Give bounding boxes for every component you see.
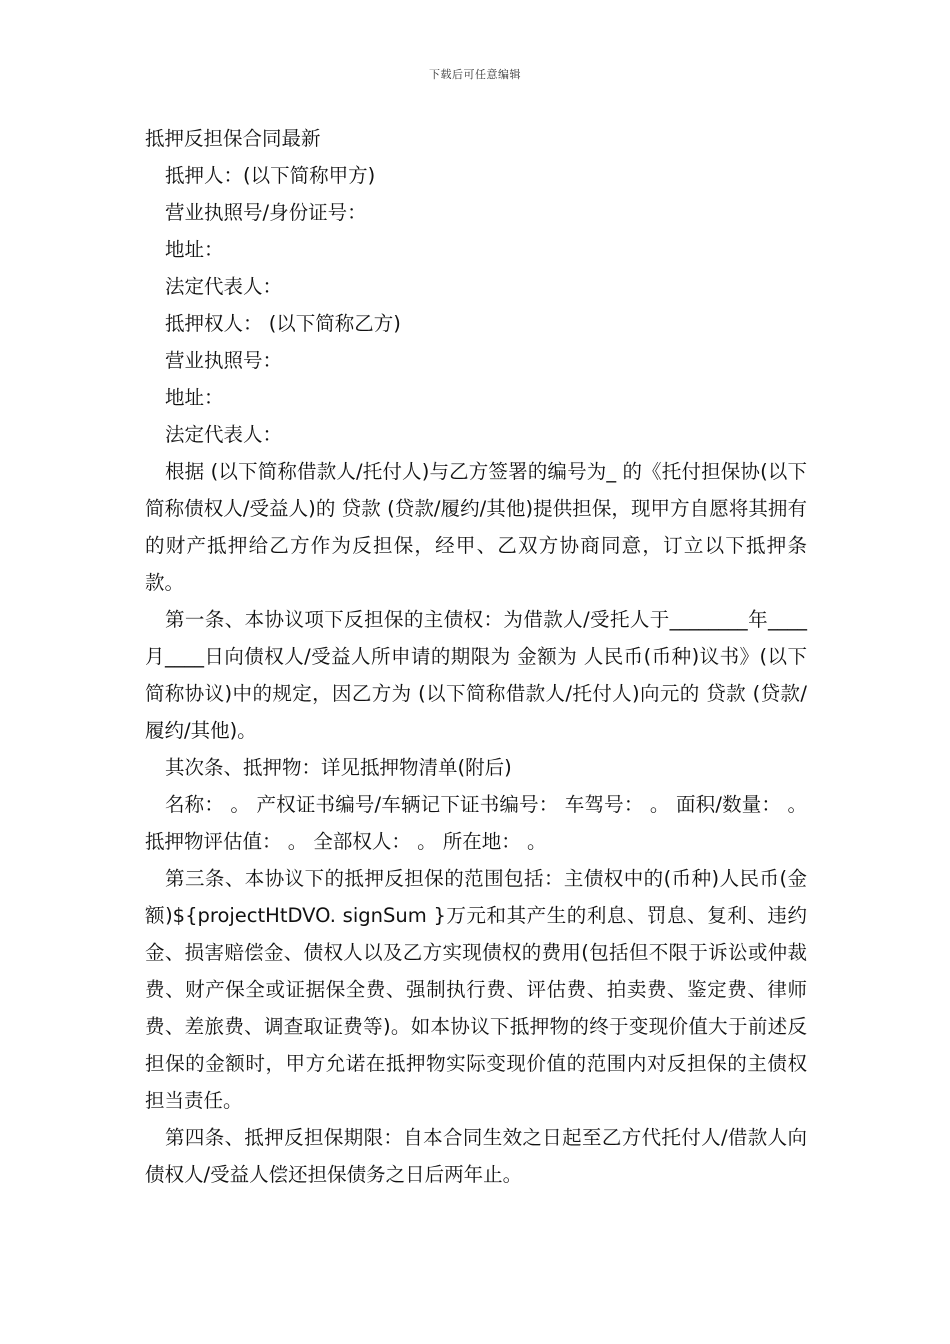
mortgagee-line: 抵押权人： (以下简称乙方) (165, 312, 401, 335)
article-2-paragraph: 其次条、抵押物：详见抵押物清单(附后) (165, 756, 512, 779)
mortgagor-representative-line: 法定代表人： (165, 275, 283, 298)
header-note: 下载后可任意编辑 (429, 68, 521, 81)
article-1-paragraph: 第一条、本协议项下反担保的主债权：为借款人/受托人于________年____月____日向债权人/受益人所申请的期限为 金额为 人民币(币种)议书》(以下简称协议)中的规定，因乙方为 (以下简称借款人/托付人)向元的 贷款 (贷款/履约/其他)。 (145, 608, 807, 742)
mortgagor-license-line: 营业执照号/身份证号： (165, 201, 367, 224)
mortgagee-representative-line: 法定代表人： (165, 423, 283, 446)
preamble-paragraph: 根据 (以下简称借款人/托付人)与乙方签署的编号为_ 的《托付担保协(以下简称债权人/受益人)的 贷款 (贷款/履约/其他)提供担保，现甲方自愿将其拥有的财产抵押给乙方作为反担保，经甲、乙双方协商同意，订立以下抵押条款。 (145, 460, 807, 594)
article-4-paragraph: 第四条、抵押反担保期限：自本合同生效之日起至乙方代托付人/借款人向债权人/受益人偿还担保债务之日后两年止。 (145, 1126, 807, 1186)
collateral-details-paragraph: 名称： 。 产权证书编号/车辆记下证书编号： 车驾号： 。 面积/数量： 。 抵押物评估值： 。 全部权人： 。 所在地： 。 (145, 793, 807, 853)
document-body (145, 120, 807, 1193)
document-title: 抵押反担保合同最新 (145, 127, 321, 150)
mortgagor-line: 抵押人：(以下简称甲方) (165, 164, 376, 187)
article-3-paragraph: 第三条、本协议下的抵押反担保的范围包括：主债权中的(币种)人民币(金额)${projectHtDVO. signSum }万元和其产生的利息、罚息、复利、违约金、损害赔偿金、债权人以及乙方实现债权的费用(包括但不限于诉讼或仲裁费、财产保全或证据保全费、强制执行费、评估费、拍卖费、鉴定费、律师费、差旅费、调查取证费等)。如本协议下抵押物的终于变现价值大于前述反担保的金额时，甲方允诺在抵押物实际变现价值的范围内对反担保的主债权担当责任。 (145, 867, 807, 1112)
mortgagor-address-line: 地址： (165, 238, 224, 261)
mortgagee-address-line: 地址： (165, 386, 224, 409)
mortgagee-license-line: 营业执照号： (165, 349, 283, 372)
